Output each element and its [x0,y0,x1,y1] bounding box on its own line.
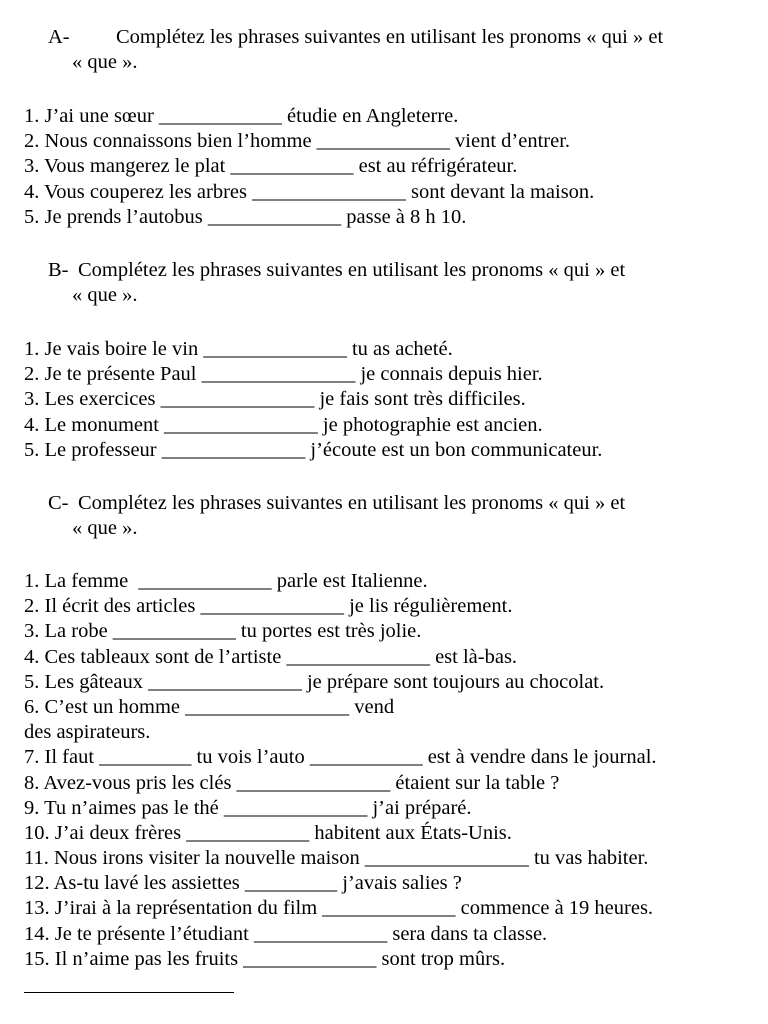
list-item: 1. La femme _____________ parle est Italienne. [24,570,428,592]
list-item: 13. J’irai à la représentation du film _____________ commence à 19 heures. [24,897,654,920]
section-c-title-line2: « que ». [72,517,138,540]
section-a-title-line2: « que ». [72,51,138,74]
list-item: 5. Je prends l’autobus _____________ passe à 8 h 10. [24,205,467,228]
section-c-list [24,569,754,972]
section-c-title [48,491,748,541]
list-item: 4. Ces tableaux sont de l’artiste ______________ est là-bas. [24,645,518,668]
section-b-list [24,337,754,463]
section-a-title-line1 [48,25,748,50]
list-item: 5. Le professeur ______________ j’écoute est un bon communicateur. [24,438,603,461]
section-b-title-line1 [48,258,748,283]
list-item: 1. J’ai une sœur ____________ étudie en Angleterre. [24,105,459,127]
section-a-title [48,25,748,75]
list-item: 7. Il faut _________ tu vois l’auto ___________ est à vendre dans le journal. [24,746,657,769]
footnote-separator-rule [24,992,234,993]
list-item: 6. C’est un homme ________________ vend [24,695,395,718]
list-item: 3. La robe ____________ tu portes est très jolie. [24,620,422,643]
list-item: 9. Tu n’aimes pas le thé ______________ j’ai préparé. [24,796,472,819]
list-item: des aspirateurs. [24,721,151,744]
list-item: 3. Les exercices _______________ je fais sont très difficiles. [24,388,526,411]
section-b-title-line2: « que ». [72,284,138,307]
list-item: 2. Je te présente Paul _______________ je connais depuis hier. [24,363,543,386]
list-item: 4. Le monument _______________ je photographie est ancien. [24,413,543,436]
section-b-instruction: Complétez les phrases suivantes en utilisant les pronoms « qui » et [78,259,626,281]
list-item: 4. Vous couperez les arbres _______________ sont devant la maison. [24,180,595,203]
list-item: 14. Je te présente l’étudiant _____________ sera dans ta classe. [24,922,548,945]
list-item: 8. Avez-vous pris les clés _______________ étaient sur la table ? [24,771,560,794]
list-item: 1. Je vais boire le vin ______________ tu as acheté. [24,338,453,360]
section-a-list [24,104,754,230]
list-item: 2. Nous connaissons bien l’homme _____________ vient d’entrer. [24,130,571,153]
section-a-instruction: Complétez les phrases suivantes en utilisant les pronoms « qui » et [116,26,664,48]
list-item: 15. Il n’aime pas les fruits _____________ sont trop mûrs. [24,947,506,970]
section-b-letter: B- [48,259,69,281]
section-a-letter: A- [48,26,70,48]
list-item: 10. J’ai deux frères ____________ habitent aux États-Unis. [24,821,512,844]
list-item: 12. As-tu lavé les assiettes _________ j’avais salies ? [24,872,462,895]
section-c-letter: C- [48,492,69,514]
section-c-instruction: Complétez les phrases suivantes en utilisant les pronoms « qui » et [78,492,626,514]
list-item: 5. Les gâteaux _______________ je prépare sont toujours au chocolat. [24,670,605,693]
list-item: 3. Vous mangerez le plat ____________ est au réfrigérateur. [24,155,518,178]
section-c-title-line1 [48,491,748,516]
list-item: 2. Il écrit des articles ______________ je lis régulièrement. [24,595,513,618]
section-b-title [48,258,748,308]
list-item: 11. Nous irons visiter la nouvelle maison ________________ tu vas habiter. [24,847,649,870]
